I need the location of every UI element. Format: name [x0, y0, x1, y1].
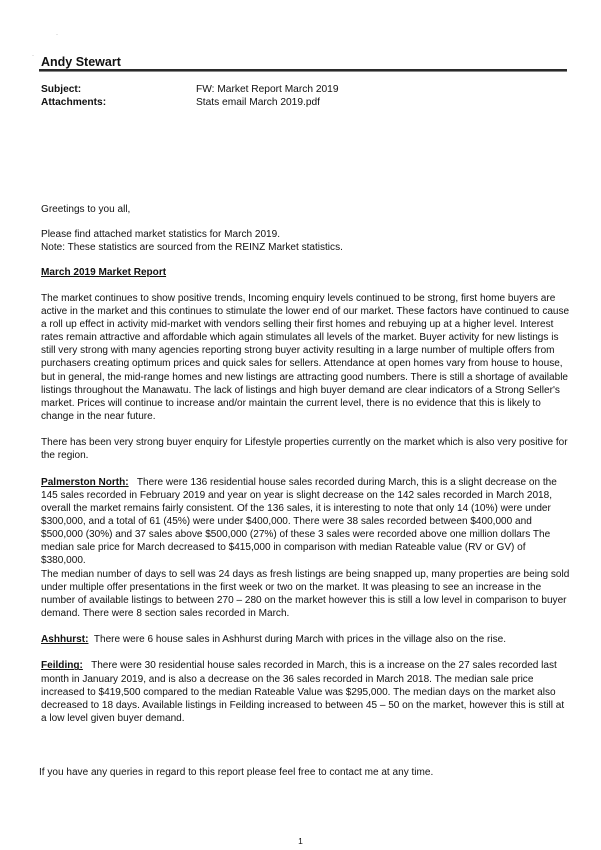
email-body [41, 203, 571, 725]
subject-label: Subject: [41, 84, 82, 95]
closing-line: If you have any queries in regard to this report please feel free to contact me at any time. [39, 767, 434, 778]
palmerston-label: Palmerston North: [41, 476, 129, 488]
scan-speck: · [32, 53, 34, 59]
feilding-paragraph [41, 659, 571, 725]
report-heading: March 2019 Market Report [41, 267, 167, 279]
subject-value: FW: Market Report March 2019 [196, 84, 339, 95]
page-number: 1 [298, 836, 303, 846]
intro-line: Please find attached market statistics for March 2019. [41, 229, 281, 241]
palmerston-paragraph [41, 476, 571, 568]
feilding-text: There were 30 residential house sales recorded in March, this is a increase on the 27 sales recorded last month in January 2019, and is also a decrease on the 36 sales recorded in March 2018. The median sale price increased to $419,500 compared to the median Rateable Value was $295,000. The median days on the market also decreased to 18 days. Available listings in Feilding increased to between 45 – 50 on the market, however this is still at a low level given buyer demand. [41, 660, 565, 724]
palmerston-text: There were 136 residential house sales recorded during March, this is a slight decrease on the 145 sales recorded in February 2019 and year on year is slight decrease on the 142 sales recorded in March 2018, overall the market remains fairly consistent. Of the 136 sales, it is interesting to note that only 14 (10%) were under $300,000, and a total of 61 (45%) were under $400,000. There were 38 sales recorded between $400,000 and $500,000 (30%) and 37 sales above $500,000 (27%) of these 3 sales were recorded above one million dollars The median sale price for March decreased to $415,000 in comparison with median Rateable value (RV or GV) of $380,000. [41, 476, 557, 567]
scan-speck: · [56, 32, 58, 38]
ashhurst-text: There were 6 house sales in Ashhurst during March with prices in the village also on the rise. [93, 634, 506, 646]
attachment-link[interactable]: Stats email March 2019.pdf [196, 97, 321, 108]
ashhurst-label: Ashhurst: [41, 634, 89, 646]
attachments-label: Attachments: [41, 97, 107, 108]
greeting: Greetings to you all, [41, 204, 131, 215]
sender-name: Andy Stewart [41, 55, 121, 69]
ashhurst-paragraph [41, 633, 571, 646]
feilding-label: Feilding: [41, 660, 83, 672]
market-paragraph: The market continues to show positive trends, Incoming enquiry levels continued to be strong, first home buyers are active in the market and this continues to stimulate the lower end of our market. These factors have continued to cause a roll up effect in activity mid-market with vendors selling their first homes and rebuying up at a higher level. Interest rates remain attractive and affordable which again stimulates all levels of the market. Buyer activity for new listings is still very strong with many agencies reporting strong buyer activity resulting in a large number of multiple offers from purchasers creating optimum prices and quick sales for sellers. Attendance at open homes vary from house to house, but in general, the mid-range homes and new listings are attracting good numbers. There is still a shortage of available listings throughout the Manawatu. The lack of listings and high buyer demand are clear indicators of a Strong Seller's market. Prices will continue to increase and/or maintain the current level, there is no evidence that this is likely to change in the near future. [41, 292, 570, 423]
lifestyle-paragraph: There has been very strong buyer enquiry for Lifestyle properties currently on the market which is also very positive for the region. [41, 437, 568, 462]
intro-note: Note: These statistics are sourced from the REINZ Market statistics. [41, 242, 343, 254]
header-rule [39, 69, 567, 72]
palmerston-paragraph-2: The median number of days to sell was 24 days as fresh listings are being snapped up, many properties are being sold under multiple offer presentations in the first week or two on the market. It was pleasing to see an increase in the number of available listings to between 270 – 280 on the market however this is still a low level in comparison to buyer demand. There were 8 section sales recorded in March. [41, 568, 570, 620]
